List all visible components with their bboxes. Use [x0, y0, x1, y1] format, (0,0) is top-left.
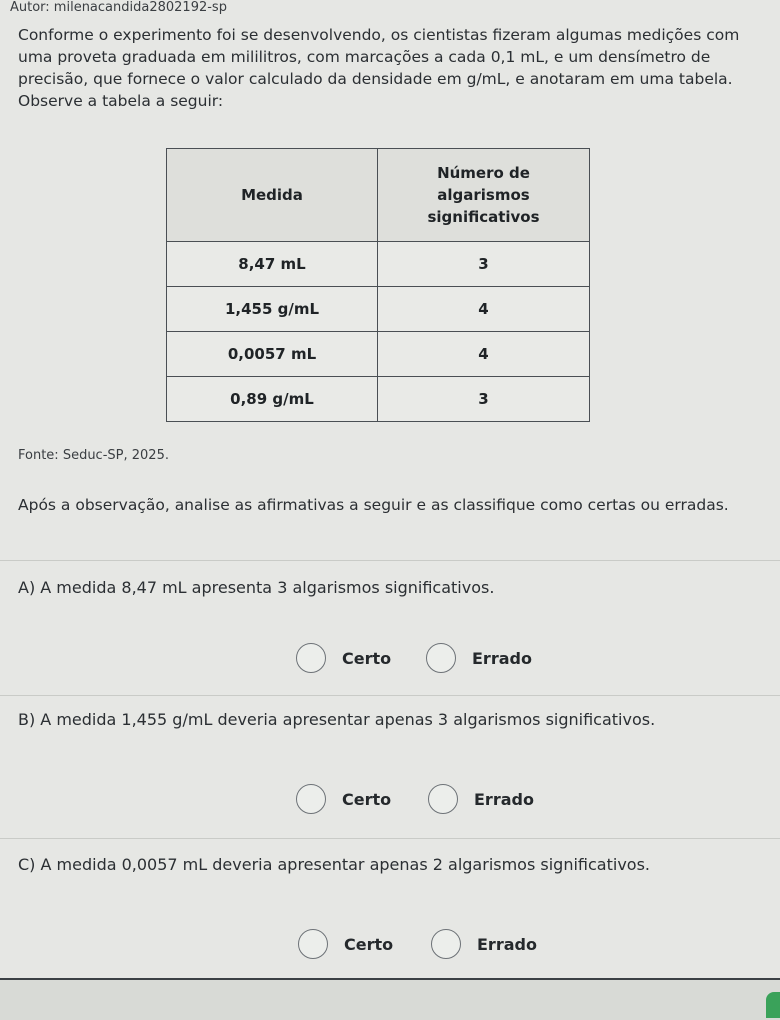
question-b-option-errado[interactable]	[428, 784, 534, 814]
table-row	[167, 377, 590, 422]
divider	[0, 695, 780, 696]
radio-icon[interactable]	[296, 643, 326, 673]
radio-icon[interactable]	[426, 643, 456, 673]
option-label: Certo	[342, 648, 392, 668]
column-header-sig-figs	[378, 149, 590, 242]
column-header-sig-figs-text: Número de algarismos significativos	[427, 164, 540, 226]
cell-measure: 8,47 mL	[167, 242, 378, 287]
question-c-text: C) A medida 0,0057 mL deveria apresentar apenas 2 algarismos significativos.	[18, 855, 650, 874]
option-label: Errado	[474, 789, 534, 809]
cell-sig-figs: 4	[378, 287, 590, 332]
question-b-text: B) A medida 1,455 g/mL deveria apresentar apenas 3 algarismos significativos.	[18, 710, 656, 729]
intro-text: Conforme o experimento foi se desenvolvendo, os cientistas fizeram algumas medições com uma proveta graduada em mililitros, com marcações a cada 0,1 mL, e um densímetro de precisão, que fornece o valor calculado da densidade em g/mL, e anotaram em uma tabela. Observe a tabela a seguir:	[18, 26, 740, 110]
bottom-bar	[0, 978, 780, 1020]
divider	[0, 560, 780, 561]
cell-sig-figs: 3	[378, 377, 590, 422]
measurements-table	[166, 148, 590, 422]
option-label: Certo	[342, 789, 392, 809]
radio-icon[interactable]	[296, 784, 326, 814]
table-header-row	[167, 149, 590, 242]
side-tab[interactable]	[766, 992, 780, 1018]
instruction-text: Após a observação, analise as afirmativas a seguir e as classifique como certas ou erradas.	[18, 496, 729, 514]
question-a-option-certo[interactable]	[296, 643, 391, 673]
column-header-measure: Medida	[167, 149, 378, 242]
table-row	[167, 332, 590, 377]
question-c-option-certo[interactable]	[298, 929, 393, 959]
option-label: Certo	[344, 934, 394, 954]
cell-sig-figs: 4	[378, 332, 590, 377]
option-label: Errado	[472, 648, 532, 668]
cell-measure: 1,455 g/mL	[167, 287, 378, 332]
option-label: Errado	[477, 934, 537, 954]
author-label: Autor: milenacandida2802192-sp	[10, 0, 227, 15]
table-row	[167, 287, 590, 332]
question-a-option-errado[interactable]	[426, 643, 532, 673]
question-b-option-certo[interactable]	[296, 784, 391, 814]
cell-measure: 0,0057 mL	[167, 332, 378, 377]
divider	[0, 838, 780, 839]
question-a-text: A) A medida 8,47 mL apresenta 3 algarismos significativos.	[18, 578, 495, 597]
radio-icon[interactable]	[298, 929, 328, 959]
radio-icon[interactable]	[431, 929, 461, 959]
radio-icon[interactable]	[428, 784, 458, 814]
table-row	[167, 242, 590, 287]
source-caption: Fonte: Seduc-SP, 2025.	[18, 448, 169, 463]
question-c-option-errado[interactable]	[431, 929, 537, 959]
cell-measure: 0,89 g/mL	[167, 377, 378, 422]
cell-sig-figs: 3	[378, 242, 590, 287]
